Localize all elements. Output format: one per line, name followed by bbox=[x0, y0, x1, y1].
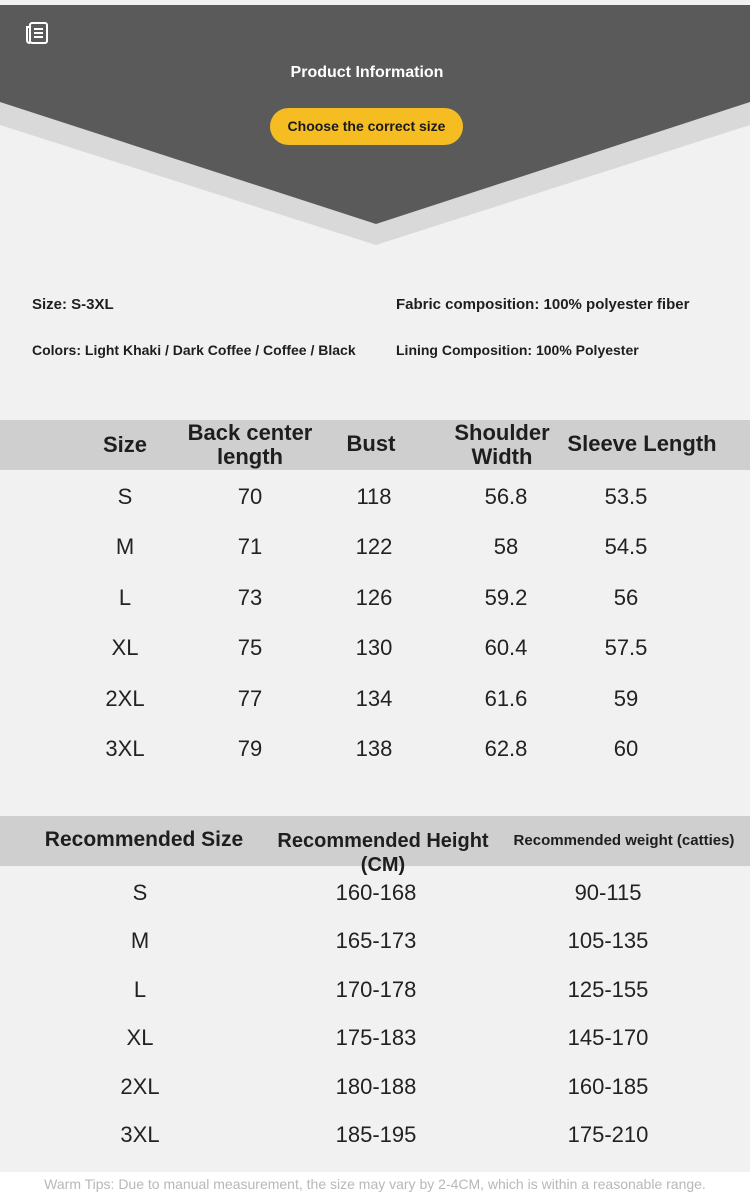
table-row bbox=[0, 674, 750, 724]
back-length-cell: 71 bbox=[237, 534, 263, 560]
bust-cell: 138 bbox=[355, 736, 393, 761]
rec-weight-cell: 105-135 bbox=[567, 928, 649, 954]
size-col-header: Size bbox=[102, 432, 148, 457]
rec-height-cell: 175-183 bbox=[335, 1025, 417, 1051]
shoulder-cell: 58 bbox=[493, 534, 519, 560]
rec-height-cell: 185-195 bbox=[335, 1122, 417, 1147]
rec-size-cell: 2XL bbox=[120, 1073, 160, 1099]
rec-weight-cell: 160-185 bbox=[567, 1073, 649, 1099]
size-cell: S bbox=[117, 484, 133, 509]
page-title: Product Information bbox=[290, 64, 444, 81]
document-list-icon[interactable] bbox=[24, 20, 50, 46]
table-row bbox=[0, 724, 750, 774]
table-row bbox=[0, 472, 750, 522]
sleeve-cell: 57.5 bbox=[604, 635, 648, 661]
table-row bbox=[0, 1013, 750, 1063]
shoulder-cell: 61.6 bbox=[484, 685, 528, 711]
sleeve-cell: 60 bbox=[613, 736, 639, 761]
rec-size-cell: XL bbox=[126, 1025, 154, 1051]
size-range-text: Size: S-3XL bbox=[32, 296, 114, 313]
shoulder-cell: 59.2 bbox=[484, 584, 528, 610]
rec-weight-cell: 125-155 bbox=[567, 976, 649, 1002]
sleeve-cell: 53.5 bbox=[604, 484, 648, 509]
fabric-composition-text: Fabric composition: 100% polyester fiber bbox=[396, 296, 690, 313]
size-cell: 3XL bbox=[105, 736, 145, 761]
bust-cell: 118 bbox=[356, 484, 392, 509]
back-length-cell: 77 bbox=[237, 685, 263, 711]
table-row bbox=[0, 623, 750, 673]
shoulder-cell: 56.8 bbox=[484, 484, 528, 509]
recommendation-table-header bbox=[0, 816, 750, 876]
lining-composition-text: Lining Composition: 100% Polyester bbox=[396, 342, 639, 358]
rec-weight-cell: 90-115 bbox=[574, 880, 642, 905]
size-cell: M bbox=[115, 534, 135, 560]
rec-size-cell: L bbox=[133, 976, 147, 1002]
table-row bbox=[0, 573, 750, 623]
table-row bbox=[0, 965, 750, 1015]
rec-size-col-header: Recommended Size bbox=[44, 828, 244, 851]
table-row bbox=[0, 868, 750, 918]
bust-cell: 134 bbox=[355, 685, 393, 711]
choose-size-button[interactable]: Choose the correct size bbox=[270, 108, 463, 145]
back-length-cell: 73 bbox=[237, 584, 263, 610]
warm-tips-text: Warm Tips: Due to manual measurement, the size may vary by 2-4CM, which is within a reasonable range. bbox=[0, 1172, 750, 1200]
shoulder-cell: 60.4 bbox=[484, 635, 528, 661]
rec-height-cell: 180-188 bbox=[335, 1073, 417, 1099]
back-length-col-header: Back center length bbox=[187, 420, 313, 469]
colors-text: Colors: Light Khaki / Dark Coffee / Coffee / Black bbox=[32, 342, 356, 358]
rec-weight-col-header: Recommended weight (catties) bbox=[513, 832, 735, 849]
table-row bbox=[0, 1110, 750, 1160]
size-cell: XL bbox=[111, 635, 139, 661]
shoulder-cell: 62.8 bbox=[484, 736, 528, 761]
rec-size-cell: M bbox=[130, 928, 150, 954]
rec-height-col-header: Recommended Height (CM) bbox=[277, 830, 489, 876]
rec-height-cell: 160-168 bbox=[335, 880, 417, 905]
rec-weight-cell: 175-210 bbox=[567, 1122, 649, 1147]
table-row bbox=[0, 1062, 750, 1112]
bust-cell: 126 bbox=[355, 584, 393, 610]
back-length-cell: 70 bbox=[237, 484, 263, 509]
bust-cell: 130 bbox=[355, 635, 393, 661]
shoulder-col-header: Shoulder Width bbox=[454, 420, 550, 469]
rec-size-cell: S bbox=[132, 880, 148, 905]
sleeve-cell: 56 bbox=[613, 584, 639, 610]
size-table-header bbox=[0, 420, 750, 470]
header-banner bbox=[0, 0, 750, 250]
rec-weight-cell: 145-170 bbox=[567, 1025, 649, 1051]
size-cell: 2XL bbox=[105, 685, 145, 711]
bust-cell: 122 bbox=[355, 534, 393, 560]
sleeve-col-header: Sleeve Length bbox=[567, 431, 717, 456]
table-row bbox=[0, 916, 750, 966]
rec-height-cell: 170-178 bbox=[335, 976, 417, 1002]
sleeve-cell: 59 bbox=[613, 685, 639, 711]
size-cell: L bbox=[118, 584, 132, 610]
sleeve-cell: 54.5 bbox=[604, 534, 648, 560]
bust-col-header: Bust bbox=[346, 431, 396, 456]
back-length-cell: 79 bbox=[237, 736, 263, 761]
back-length-cell: 75 bbox=[237, 635, 263, 661]
table-row bbox=[0, 522, 750, 572]
rec-height-cell: 165-173 bbox=[335, 928, 417, 954]
rec-size-cell: 3XL bbox=[120, 1122, 160, 1147]
